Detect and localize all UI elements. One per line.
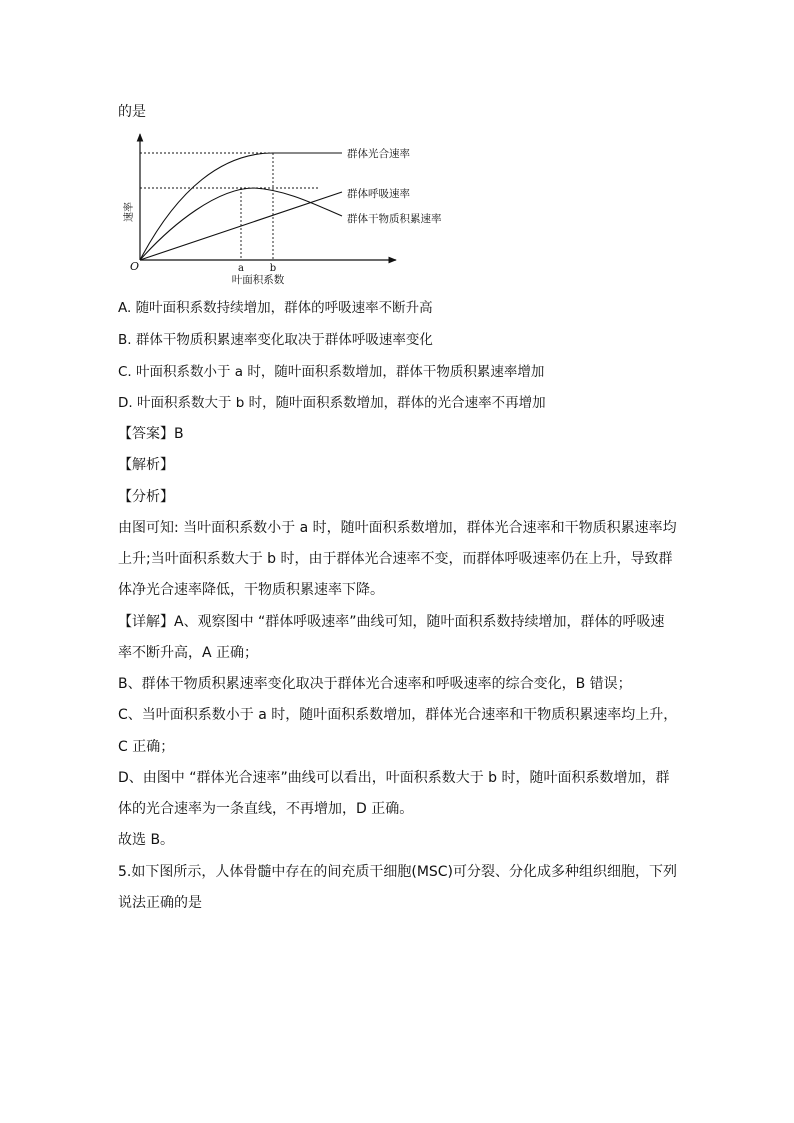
tick-a-label: a [238,263,244,274]
fenxi-heading: 【分析】 [118,489,174,505]
rate-chart-figure [118,128,458,288]
photosynthesis-label: 群体光合速率 [347,148,410,160]
origin-label: O [130,260,140,273]
fenxi-line-3: 体净光合速率降低，干物质积累速率下降。 [118,582,384,598]
respiration-label: 群体呼吸速率 [347,188,410,200]
y-axis-label: 速率 [124,202,135,222]
option-a: A. 随叶面积系数持续增加，群体的呼吸速率不断升高 [118,300,433,316]
tick-b-label: b [269,263,277,274]
next-question-line-1: 5.如下图所示，人体骨髓中存在的间充质干细胞(MSC)可分裂、分化成多种组织细胞，下列 [118,864,678,880]
question-intro-text: 的是 [118,104,146,120]
detail-line-2: 率不断升高，A 正确； [118,645,259,661]
dry-matter-label: 群体干物质积累速率 [347,213,442,225]
fenxi-line-1: 由图可知: 当叶面积系数小于 a 时，随叶面积系数增加，群体光合速率和干物质积累速率均 [118,520,677,536]
detail-line-1: 【详解】A、观察图中 “群体呼吸速率”曲线可知，随叶面积系数持续增加，群体的呼吸速 [118,614,665,630]
x-axis-label: 叶面积系数 [231,274,285,286]
answer-line: 【答案】B [118,426,184,442]
photosynthesis-curve [140,153,342,260]
analysis-heading: 【解析】 [118,457,174,473]
detail-line-3: B、群体干物质积累速率变化取决于群体光合速率和呼吸速率的综合变化，B 错误； [118,676,632,692]
fenxi-line-2: 上升;当叶面积系数大于 b 时，由于群体光合速率不变，而群体呼吸速率仍在上升，导致群 [118,551,673,567]
option-c: C. 叶面积系数小于 a 时，随叶面积系数增加，群体干物质积累速率增加 [118,364,545,380]
next-question-line-2: 说法正确的是 [118,895,202,911]
detail-line-7: 体的光合速率为一条直线，不再增加，D 正确。 [118,801,414,817]
detail-line-5: C 正确； [118,739,175,755]
rate-chart [118,128,458,288]
option-b: B. 群体干物质积累速率变化取决于群体呼吸速率变化 [118,332,433,348]
detail-line-8: 故选 B。 [118,832,175,848]
detail-line-6: D、由图中 “群体光合速率”曲线可以看出，叶面积系数大于 b 时，随叶面积系数增加，群 [118,770,670,786]
option-d: D. 叶面积系数大于 b 时，随叶面积系数增加，群体的光合速率不再增加 [118,395,546,411]
detail-line-4: C、当叶面积系数小于 a 时，随叶面积系数增加，群体光合速率和干物质积累速率均上升， [118,707,678,723]
